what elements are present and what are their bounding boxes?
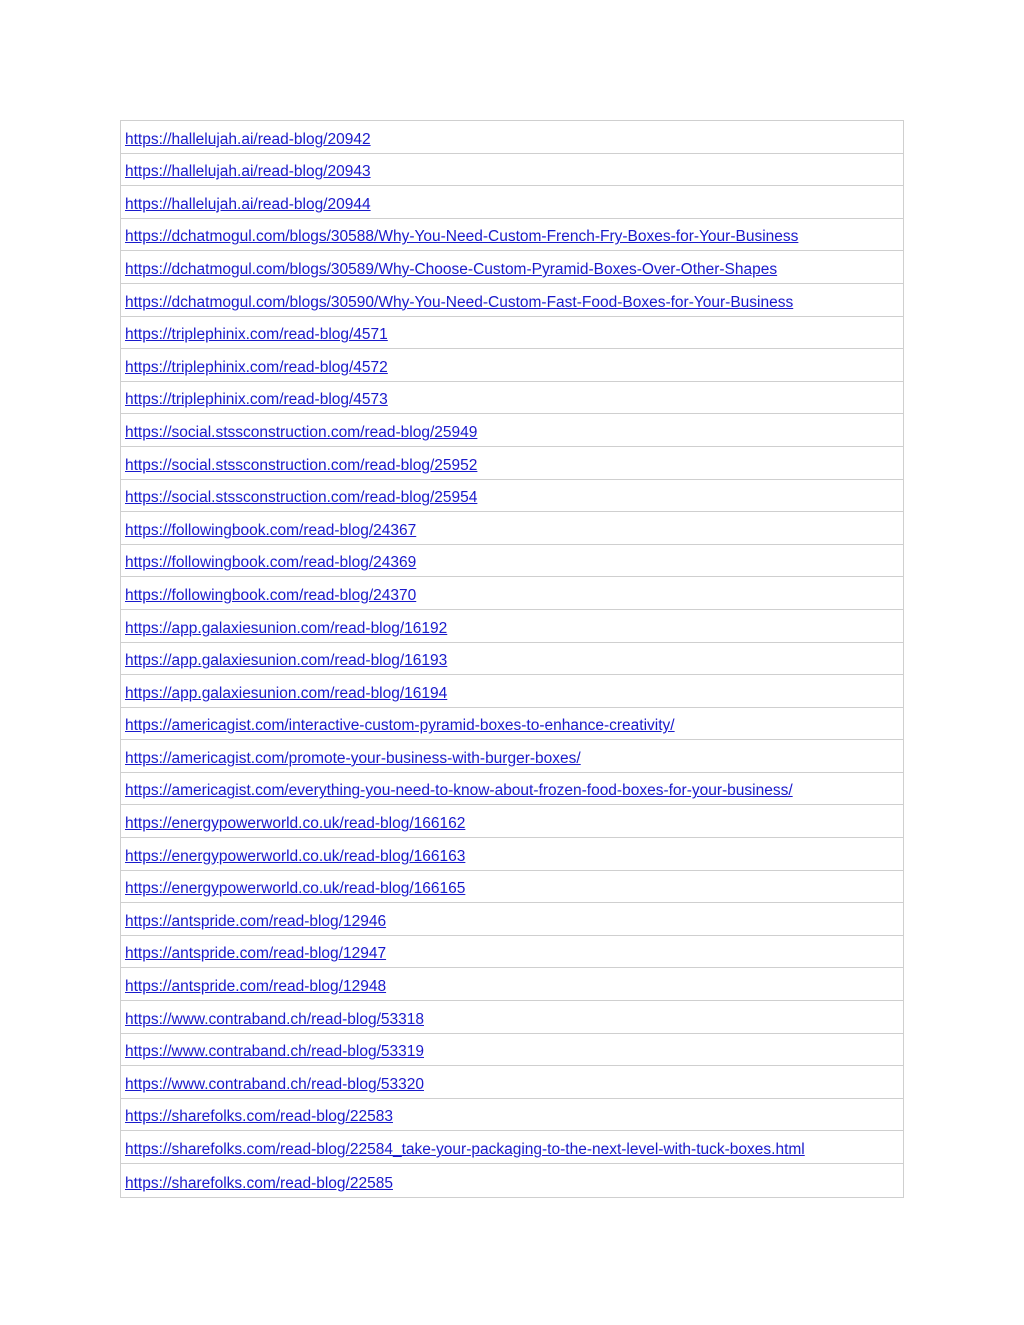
- link-row: [121, 512, 903, 545]
- link[interactable]: https://followingbook.com/read-blog/24369: [125, 554, 417, 572]
- link-row: [121, 545, 903, 578]
- link[interactable]: https://triplephinix.com/read-blog/4573: [125, 391, 388, 409]
- link[interactable]: https://followingbook.com/read-blog/24367: [125, 521, 417, 539]
- link-row: [121, 675, 903, 708]
- link[interactable]: https://www.contraband.ch/read-blog/53318: [125, 1010, 424, 1028]
- link[interactable]: https://app.galaxiesunion.com/read-blog/16194: [125, 684, 448, 702]
- link-row: [121, 349, 903, 382]
- link-row: [121, 317, 903, 350]
- link[interactable]: https://social.stssconstruction.com/read-blog/25952: [125, 456, 478, 474]
- link-row: [121, 610, 903, 643]
- link[interactable]: https://antspride.com/read-blog/12948: [125, 978, 387, 996]
- link[interactable]: https://antspride.com/read-blog/12947: [125, 945, 387, 963]
- link[interactable]: https://followingbook.com/read-blog/24370: [125, 586, 417, 604]
- link[interactable]: https://americagist.com/everything-you-need-to-know-about-frozen-food-boxes-for-your-business/: [125, 782, 793, 800]
- link[interactable]: https://dchatmogul.com/blogs/30590/Why-You-Need-Custom-Fast-Food-Boxes-for-Your-Business: [125, 293, 794, 311]
- link[interactable]: https://www.contraband.ch/read-blog/53319: [125, 1043, 424, 1061]
- link-row: [121, 1034, 903, 1067]
- link-row: [121, 382, 903, 415]
- link-row: [121, 251, 903, 284]
- link[interactable]: https://antspride.com/read-blog/12946: [125, 912, 387, 930]
- link[interactable]: https://dchatmogul.com/blogs/30589/Why-Choose-Custom-Pyramid-Boxes-Over-Other-Shapes: [125, 260, 778, 278]
- link-row: [121, 1099, 903, 1132]
- link-row: [121, 577, 903, 610]
- link-row: [121, 936, 903, 969]
- link[interactable]: https://www.contraband.ch/read-blog/53320: [125, 1075, 424, 1093]
- link-row: [121, 740, 903, 773]
- link-row: [121, 838, 903, 871]
- link-row: [121, 447, 903, 480]
- link[interactable]: https://energypowerworld.co.uk/read-blog/166162: [125, 815, 466, 833]
- link-row: [121, 708, 903, 741]
- link-row: [121, 284, 903, 317]
- link[interactable]: https://americagist.com/interactive-custom-pyramid-boxes-to-enhance-creativity/: [125, 717, 675, 735]
- link-row: [121, 1066, 903, 1099]
- link-row: [121, 1164, 903, 1197]
- link[interactable]: https://app.galaxiesunion.com/read-blog/16192: [125, 619, 448, 637]
- link[interactable]: https://dchatmogul.com/blogs/30588/Why-You-Need-Custom-French-Fry-Boxes-for-Your-Business: [125, 228, 799, 246]
- link[interactable]: https://triplephinix.com/read-blog/4571: [125, 326, 388, 344]
- link-row: [121, 219, 903, 252]
- link[interactable]: https://sharefolks.com/read-blog/22584_take-your-packaging-to-the-next-level-with-tuck-boxes.html: [125, 1141, 805, 1158]
- link[interactable]: https://hallelujah.ai/read-blog/20943: [125, 163, 371, 181]
- link-row: [121, 121, 903, 154]
- link[interactable]: https://sharefolks.com/read-blog/22585: [125, 1174, 393, 1192]
- link-row: [121, 1001, 903, 1034]
- link-row: [121, 903, 903, 936]
- link[interactable]: https://triplephinix.com/read-blog/4572: [125, 358, 388, 376]
- link[interactable]: https://hallelujah.ai/read-blog/20942: [125, 130, 371, 148]
- link[interactable]: https://energypowerworld.co.uk/read-blog/166165: [125, 880, 466, 898]
- link[interactable]: https://americagist.com/promote-your-business-with-burger-boxes/: [125, 749, 581, 767]
- link[interactable]: https://app.galaxiesunion.com/read-blog/16193: [125, 652, 448, 670]
- link-row: [121, 773, 903, 806]
- link-row: [121, 1131, 903, 1164]
- link-row: [121, 154, 903, 187]
- link-row: [121, 414, 903, 447]
- link-row: [121, 480, 903, 513]
- link[interactable]: https://sharefolks.com/read-blog/22583: [125, 1108, 393, 1126]
- link[interactable]: https://energypowerworld.co.uk/read-blog/166163: [125, 847, 466, 865]
- link-row: [121, 871, 903, 904]
- link[interactable]: https://social.stssconstruction.com/read-blog/25949: [125, 423, 478, 441]
- link[interactable]: https://social.stssconstruction.com/read-blog/25954: [125, 489, 478, 507]
- link-row: [121, 643, 903, 676]
- link[interactable]: https://hallelujah.ai/read-blog/20944: [125, 195, 371, 213]
- link-row: [121, 186, 903, 219]
- link-row: [121, 805, 903, 838]
- link-table: [120, 120, 904, 1198]
- link-row: [121, 968, 903, 1001]
